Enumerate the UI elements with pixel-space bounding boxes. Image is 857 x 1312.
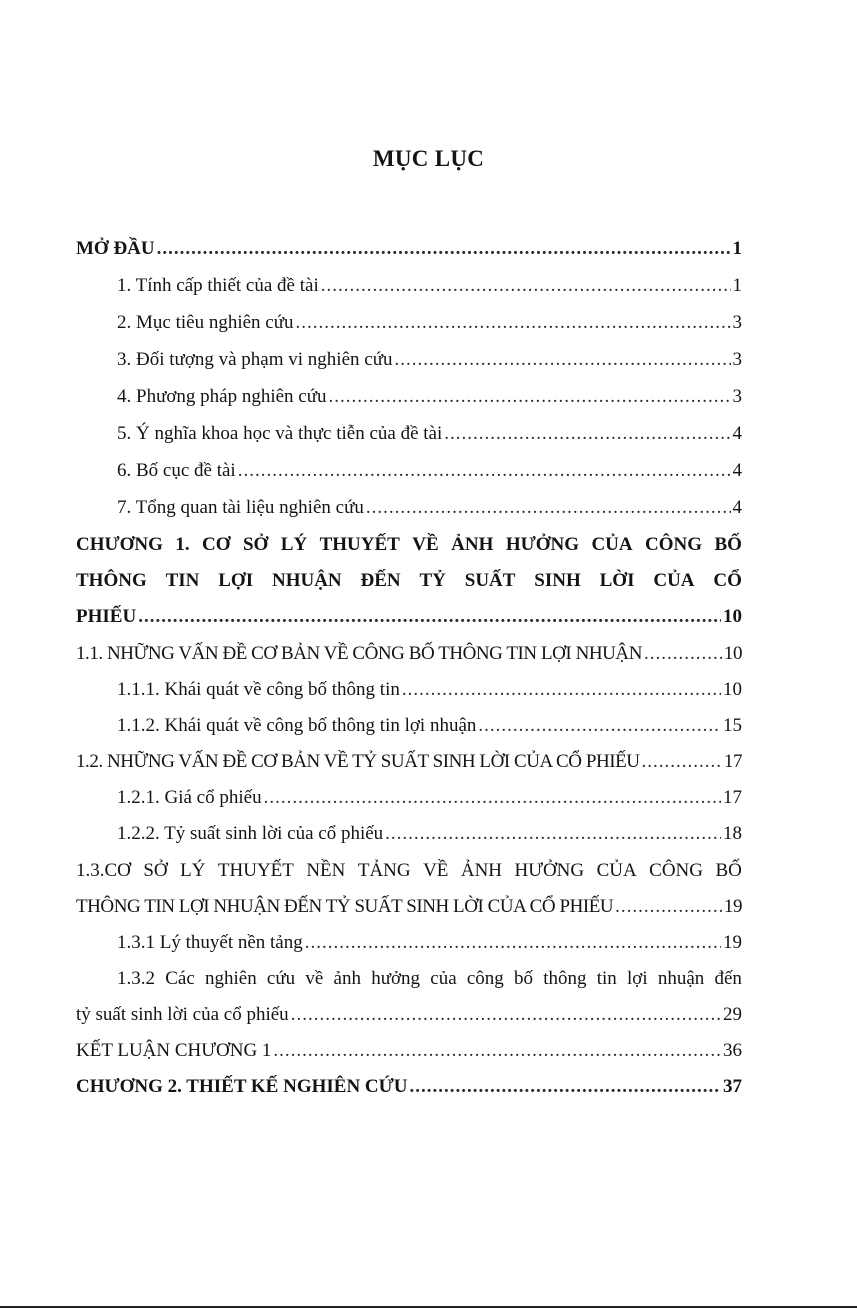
word: THUYẾT	[319, 534, 400, 555]
toc-entry-page: 3	[732, 386, 742, 407]
toc-entry	[117, 410, 742, 446]
word: NỀN	[306, 860, 346, 881]
word: CỦA	[596, 860, 637, 881]
word: 1.3.CƠ	[76, 860, 131, 881]
toc-chapter-heading-line	[76, 557, 742, 593]
dot-leader	[329, 385, 731, 409]
word: lợi	[627, 968, 648, 989]
dot-leader	[264, 786, 721, 810]
word: công	[466, 968, 504, 989]
toc-chapter-heading-line	[76, 521, 742, 557]
toc-entry-page: 1	[732, 238, 742, 259]
toc-entry-text: KẾT LUẬN CHƯƠNG 1	[76, 1040, 272, 1061]
toc-entry-mo-dau	[76, 225, 742, 261]
toc-entry-page: 3	[732, 349, 742, 370]
toc-entry-page: 10	[723, 606, 742, 627]
word: TIN	[165, 570, 200, 591]
toc-entry-text: 1.2. NHỮNG VẤN ĐỀ CƠ BẢN VỀ TỶ SUẤT SINH LỜI CỦA CỔ PHIẾU	[76, 751, 640, 772]
toc-entry	[117, 262, 742, 298]
dot-leader	[305, 931, 721, 955]
toc-entry-page: 17	[723, 787, 742, 808]
toc-entry	[117, 484, 742, 520]
toc-section-heading-line	[76, 847, 742, 883]
word: LÝ	[180, 860, 206, 881]
word: SỞ	[143, 860, 168, 881]
toc-entry-text: 6. Bố cục đề tài	[117, 460, 236, 481]
toc-entry-page: 1	[732, 275, 742, 296]
dot-leader	[238, 459, 731, 483]
toc-entry-text: 3. Đối tượng và phạm vi nghiên cứu	[117, 349, 393, 370]
dot-leader	[296, 311, 731, 335]
toc-entry-page: 10	[723, 643, 742, 664]
word: TẢNG	[357, 860, 411, 881]
toc-entry-text: 7. Tổng quan tài liệu nghiên cứu	[117, 497, 364, 518]
toc-entry	[76, 883, 742, 919]
toc-entry-text: tỷ suất sinh lời của cổ phiếu	[76, 1004, 289, 1025]
toc-entry-text: 1.2.1. Giá cổ phiếu	[117, 787, 262, 808]
toc-entry	[117, 447, 742, 483]
toc-entry-page: 15	[723, 715, 742, 736]
toc-entry-page: 4	[732, 460, 742, 481]
toc-entry-text: CHƯƠNG 2. THIẾT KẾ NGHIÊN CỨU	[76, 1076, 408, 1097]
toc-entry-page: 19	[723, 932, 742, 953]
dot-leader	[321, 274, 731, 298]
word: CÔNG	[645, 534, 703, 555]
word: nhuận	[657, 968, 705, 989]
dot-leader	[615, 895, 722, 919]
dot-leader	[395, 348, 731, 372]
word: ẢNH	[460, 860, 503, 881]
word: về	[305, 968, 324, 989]
word: CỦA	[591, 534, 633, 555]
word: của	[430, 968, 457, 989]
page-bottom-edge	[0, 1306, 857, 1308]
toc-entry-text: 1.2.2. Tỷ suất sinh lời của cổ phiếu	[117, 823, 384, 844]
toc-subsection-line	[117, 955, 742, 991]
word: CƠ	[202, 534, 231, 555]
word: LÝ	[280, 534, 308, 555]
word: CỔ	[713, 570, 742, 591]
word: SINH	[534, 570, 581, 591]
dot-leader	[291, 1003, 721, 1027]
word: VỀ	[412, 534, 439, 555]
toc-entry-text: THÔNG TIN LỢI NHUẬN ĐẾN TỶ SUẤT SINH LỜI CỦA CỔ PHIẾU	[76, 896, 614, 917]
word: HƯỞNG	[505, 534, 579, 555]
dot-leader	[385, 822, 721, 846]
toc-entry-text: 1.1.2. Khái quát về công bố thông tin lợi nhuận	[117, 715, 477, 736]
toc-entry-page: 4	[732, 497, 742, 518]
word: LỜI	[599, 570, 635, 591]
dot-leader	[478, 714, 721, 738]
word: NHUẬN	[271, 570, 342, 591]
toc-entry-page: 18	[723, 823, 742, 844]
dot-leader	[402, 678, 721, 702]
word: BỐ	[715, 860, 742, 881]
dot-leader	[138, 605, 721, 629]
word: thông	[543, 968, 587, 989]
toc-entry	[117, 299, 742, 335]
dot-leader	[410, 1075, 722, 1099]
word: Các	[165, 968, 195, 989]
word: BỐ	[714, 534, 742, 555]
word: CHƯƠNG	[76, 534, 163, 555]
toc-entry-text: MỞ ĐẦU	[76, 238, 155, 259]
word: HƯỞNG	[514, 860, 585, 881]
toc-entry-text: 1.1.1. Khái quát về công bố thông tin	[117, 679, 400, 700]
dot-leader	[642, 750, 722, 774]
word: TỶ	[419, 570, 446, 591]
toc-entry-page: 37	[723, 1076, 742, 1097]
word: LỢI	[218, 570, 254, 591]
toc-entry-text: 1. Tính cấp thiết của đề tài	[117, 275, 319, 296]
word: ĐẾN	[360, 570, 401, 591]
toc-entry-text: 4. Phương pháp nghiên cứu	[117, 386, 327, 407]
word: 1.	[175, 534, 190, 555]
word: CỦA	[653, 570, 695, 591]
word: SUẤT	[464, 570, 516, 591]
toc-entry-text: PHIẾU	[76, 606, 137, 627]
toc-entry-page: 17	[723, 751, 742, 772]
word: CÔNG	[649, 860, 703, 881]
word: THUYẾT	[217, 860, 294, 881]
toc-entry	[117, 774, 742, 810]
dot-leader	[644, 642, 722, 666]
toc-entry-text: 1.1. NHỮNG VẤN ĐỀ CƠ BẢN VỀ CÔNG BỐ THÔNG TIN LỢI NHUẬN	[76, 643, 642, 664]
word: tin	[596, 968, 617, 989]
toc-entry	[76, 1027, 742, 1063]
toc-entry	[117, 336, 742, 372]
word: bố	[514, 968, 534, 989]
word: ẢNH	[451, 534, 494, 555]
dot-leader	[157, 237, 731, 261]
word: cứu	[266, 968, 296, 989]
toc-entry-page: 29	[723, 1004, 742, 1025]
dot-leader	[273, 1039, 721, 1063]
toc-entry-text: 5. Ý nghĩa khoa học và thực tiễn của đề tài	[117, 423, 443, 444]
toc-entry	[117, 373, 742, 409]
word: ảnh	[333, 968, 361, 989]
word: đến	[714, 968, 742, 989]
word: 1.3.2	[117, 968, 155, 989]
toc-entry	[117, 919, 742, 955]
toc-entry-chuong-2	[76, 1063, 742, 1099]
toc-entry-page: 36	[723, 1040, 742, 1061]
toc-entry-page: 10	[723, 679, 742, 700]
toc-entry-text: 2. Mục tiêu nghiên cứu	[117, 312, 294, 333]
word: nghiên	[204, 968, 257, 989]
toc-entry-page: 4	[732, 423, 742, 444]
toc-entry-text: 1.3.1 Lý thuyết nền tảng	[117, 932, 303, 953]
word: hưởng	[371, 968, 421, 989]
toc-entry	[76, 991, 742, 1027]
word: SỞ	[242, 534, 269, 555]
word: VỀ	[423, 860, 449, 881]
page-title: MỤC LỤC	[372, 146, 485, 171]
toc-entry	[117, 810, 742, 846]
toc-entry-page: 3	[732, 312, 742, 333]
word: THÔNG	[76, 570, 147, 591]
toc-entry	[76, 630, 742, 666]
toc-entry	[117, 702, 742, 738]
toc-entry	[76, 738, 742, 774]
toc-entry-page: 19	[723, 896, 742, 917]
dot-leader	[366, 496, 731, 520]
toc-entry	[76, 593, 742, 629]
dot-leader	[444, 422, 730, 446]
toc-entry	[117, 666, 742, 702]
